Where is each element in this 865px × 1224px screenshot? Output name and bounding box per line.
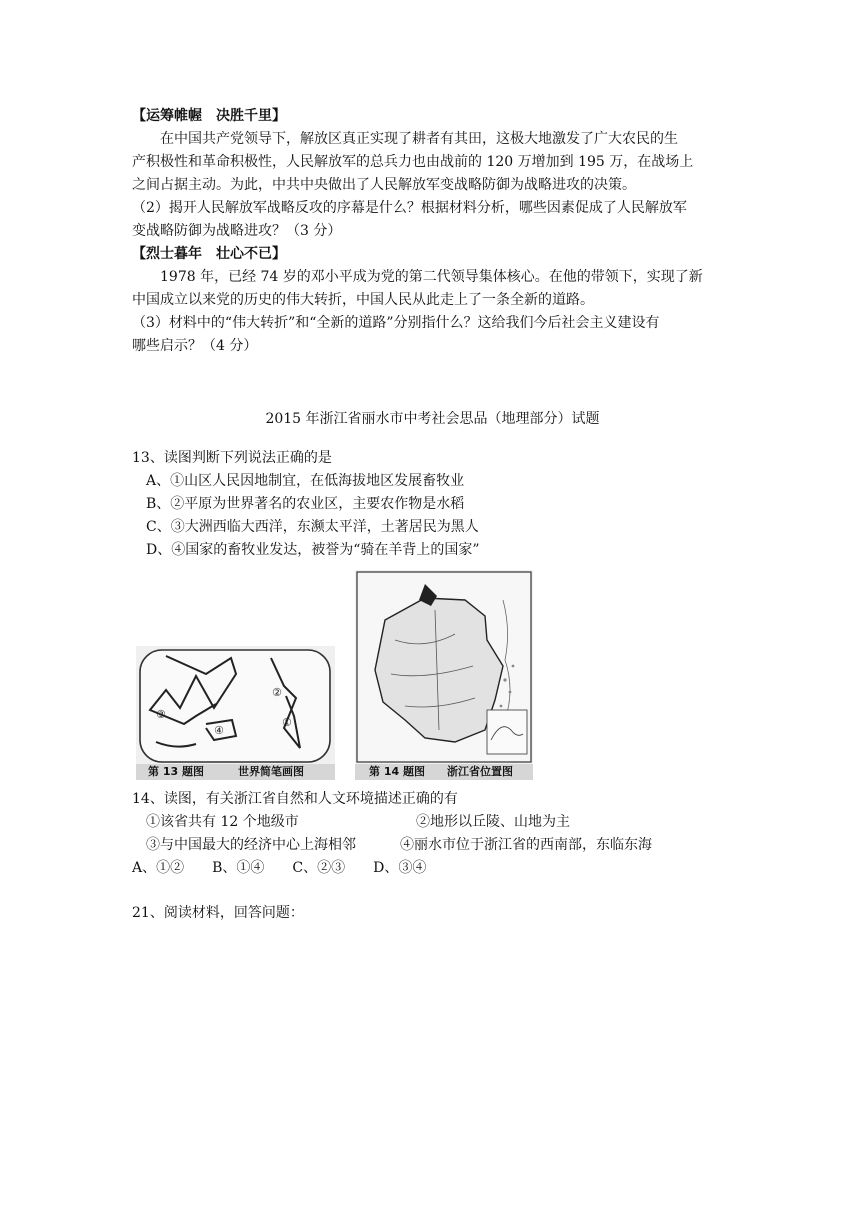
paragraph-line: 1978 年，已经 74 岁的邓小平成为党的第二代领导集体核心。在他的带领下，实现了新 [160,269,703,285]
question-line: （2）揭开人民解放军战略反攻的序幕是什么？根据材料分析，哪些因素促成了人民解放军 [132,200,687,216]
question-14-item-2: ②地形以丘陵、山地为主 [416,814,570,830]
question-13-option-c: C、③大洲西临大西洋，东濒太平洋，土著居民为黑人 [146,519,479,535]
paragraph-line: 中国成立以来党的历史的伟大转折，中国人民从此走上了一条全新的道路。 [132,292,594,308]
world-sketch-drawing [136,646,335,764]
question-13-option-b: B、②平原为世界著名的农业区，主要农作物是水稻 [146,496,465,512]
figure-13-caption-number: 第 13 题图 [148,765,204,778]
section-heading-1: 【运筹帷幄 决胜千里】 [132,108,286,124]
exam-title: 2015 年浙江省丽水市中考社会思品（地理部分）试题 [265,411,600,427]
figure-13-caption-title: 世界简笔画图 [238,765,304,778]
question-line: 变战略防御为战略进攻？（3 分） [132,223,342,239]
question-14-stem: 14、读图，有关浙江省自然和人文环境描述正确的有 [132,791,458,807]
figure-14-zhejiang-map [355,570,533,780]
question-14-answer-choices: A、①② B、①④ C、②③ D、③④ [132,860,427,876]
question-14-item-3: ③与中国最大的经济中心上海相邻 [146,837,356,853]
question-21-stem: 21、阅读材料，回答问题： [132,905,304,921]
question-14-item-4: ④丽水市位于浙江省的西南部，东临东海 [400,837,652,853]
question-13-option-a: A、①山区人民因地制宜，在低海拔地区发展畜牧业 [146,473,465,489]
section-heading-2: 【烈士暮年 壮心不已】 [132,246,286,262]
zhejiang-map-drawing [355,570,533,764]
question-line: （3）材料中的“伟大转折”和“全新的道路”分别指什么？这给我们今后社会主义建设有 [132,315,660,331]
map-label: ② [272,686,282,699]
figure-14-caption-title: 浙江省位置图 [447,765,513,778]
question-line: 哪些启示？（4 分） [132,338,258,354]
paragraph-line: 在中国共产党领导下，解放区真正实现了耕者有其田，这极大地激发了广大农民的生 [160,131,678,147]
map-label: ③ [156,708,166,721]
paragraph-line: 之间占据主动。为此，中共中央做出了人民解放军变战略防御为战略进攻的决策。 [132,177,636,193]
paragraph-line: 产积极性和革命积极性，人民解放军的总兵力也由战前的 120 万增加到 195 万，在战场上 [132,154,694,170]
figure-13-world-sketch-map [136,646,335,780]
question-14-item-1: ①该省共有 12 个地级市 [146,814,299,830]
map-label: ① [282,716,292,729]
question-13-stem: 13、读图判断下列说法正确的是 [132,450,332,466]
figure-14-caption-number: 第 14 题图 [369,765,425,778]
question-13-option-d: D、④国家的畜牧业发达，被誉为“骑在羊背上的国家” [146,542,480,558]
map-label: ④ [214,724,224,737]
